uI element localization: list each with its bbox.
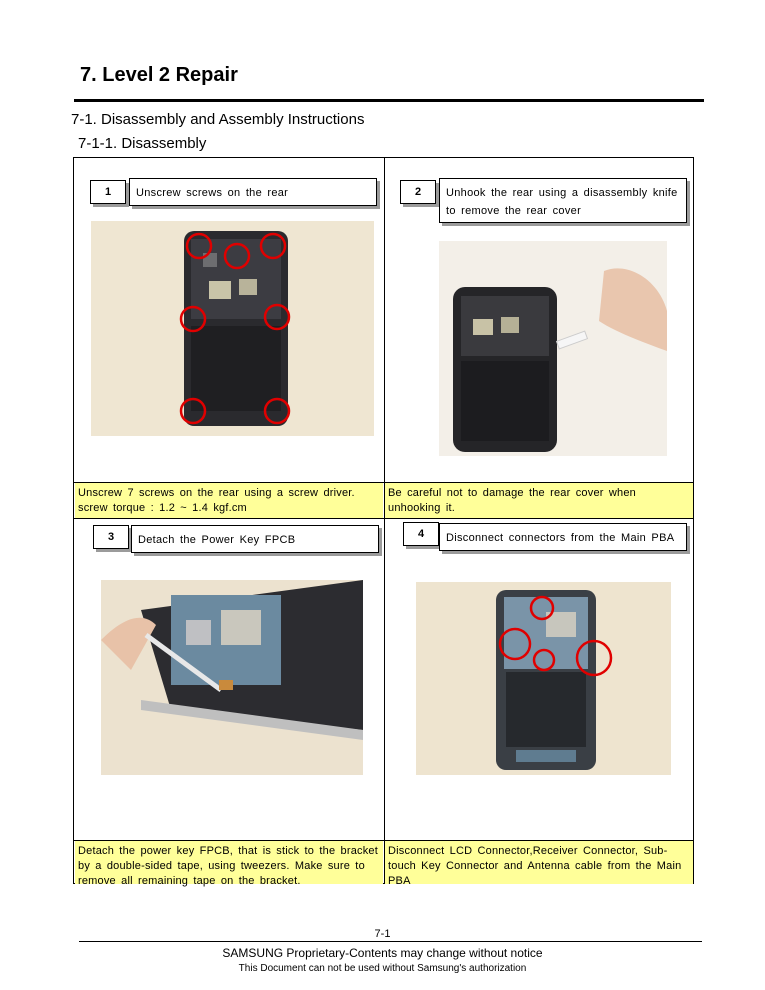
step-1-number: 1: [90, 180, 126, 204]
chapter-divider: [74, 99, 704, 102]
step-4-caption-line-3: PBA: [388, 875, 411, 887]
step-4-caption-line-2: touch Key Connector and Antenna cable from the Main: [388, 860, 682, 872]
step-2-label: [439, 178, 687, 223]
step-1-caption: [75, 483, 383, 518]
step-2-caption: [385, 483, 693, 518]
step-4-photo: [416, 582, 671, 775]
row-divider: [74, 518, 693, 519]
step-3-caption-line-1: Detach the power key FPCB, that is stick to the bracket: [78, 845, 379, 857]
step-4-label: [439, 523, 687, 551]
step-2-caption-line-2: unhooking it.: [388, 502, 455, 514]
step-3-caption-line-3: remove all remaining tape on the bracket.: [78, 875, 301, 887]
step-2-caption-line-1: Be careful not to damage the rear cover when: [388, 487, 636, 499]
step-3-caption: [75, 841, 383, 887]
column-divider: [384, 158, 385, 883]
step-3-number: 3: [93, 525, 129, 549]
step-4-caption-line-1: Disconnect LCD Connector,Receiver Connector, Sub-: [388, 845, 668, 857]
step-1-label: [129, 178, 377, 206]
subsection-title: 7-1-1. Disassembly: [78, 135, 207, 152]
footer-divider: [79, 941, 702, 942]
instruction-table: [73, 157, 694, 887]
step-4-label-text: Disconnect connectors from the Main PBA: [446, 532, 675, 544]
step-2-label-line-1: Unhook the rear using a disassembly knife: [446, 187, 678, 199]
step-1-caption-line-2: screw torque : 1.2 ~ 1.4 kgf.cm: [78, 502, 247, 514]
step-3-photo: [101, 580, 363, 775]
step-4-number: 4: [403, 522, 439, 546]
step-2-number: 2: [400, 180, 436, 204]
step-2-photo: [439, 241, 667, 456]
step-3-label: [131, 525, 379, 553]
footer-notice: SAMSUNG Proprietary-Contents may change without notice: [222, 946, 543, 960]
step-3-caption-line-2: by a double-sided tape, using tweezers. Make sure to: [78, 860, 365, 872]
page-number: 7-1: [374, 928, 391, 940]
step-4-caption: [385, 841, 693, 887]
step-1-label-text: Unscrew screws on the rear: [136, 187, 289, 199]
chapter-title: 7. Level 2 Repair: [80, 64, 238, 86]
step-3-label-text: Detach the Power Key FPCB: [138, 534, 296, 546]
step-1-photo: [91, 221, 374, 436]
footer-authorization: This Document can not be used without Samsung's authorization: [238, 963, 527, 974]
section-title: 7-1. Disassembly and Assembly Instructions: [71, 111, 365, 128]
step-1-caption-line-1: Unscrew 7 screws on the rear using a screw driver.: [78, 487, 355, 499]
step-2-label-line-2: to remove the rear cover: [446, 205, 582, 217]
